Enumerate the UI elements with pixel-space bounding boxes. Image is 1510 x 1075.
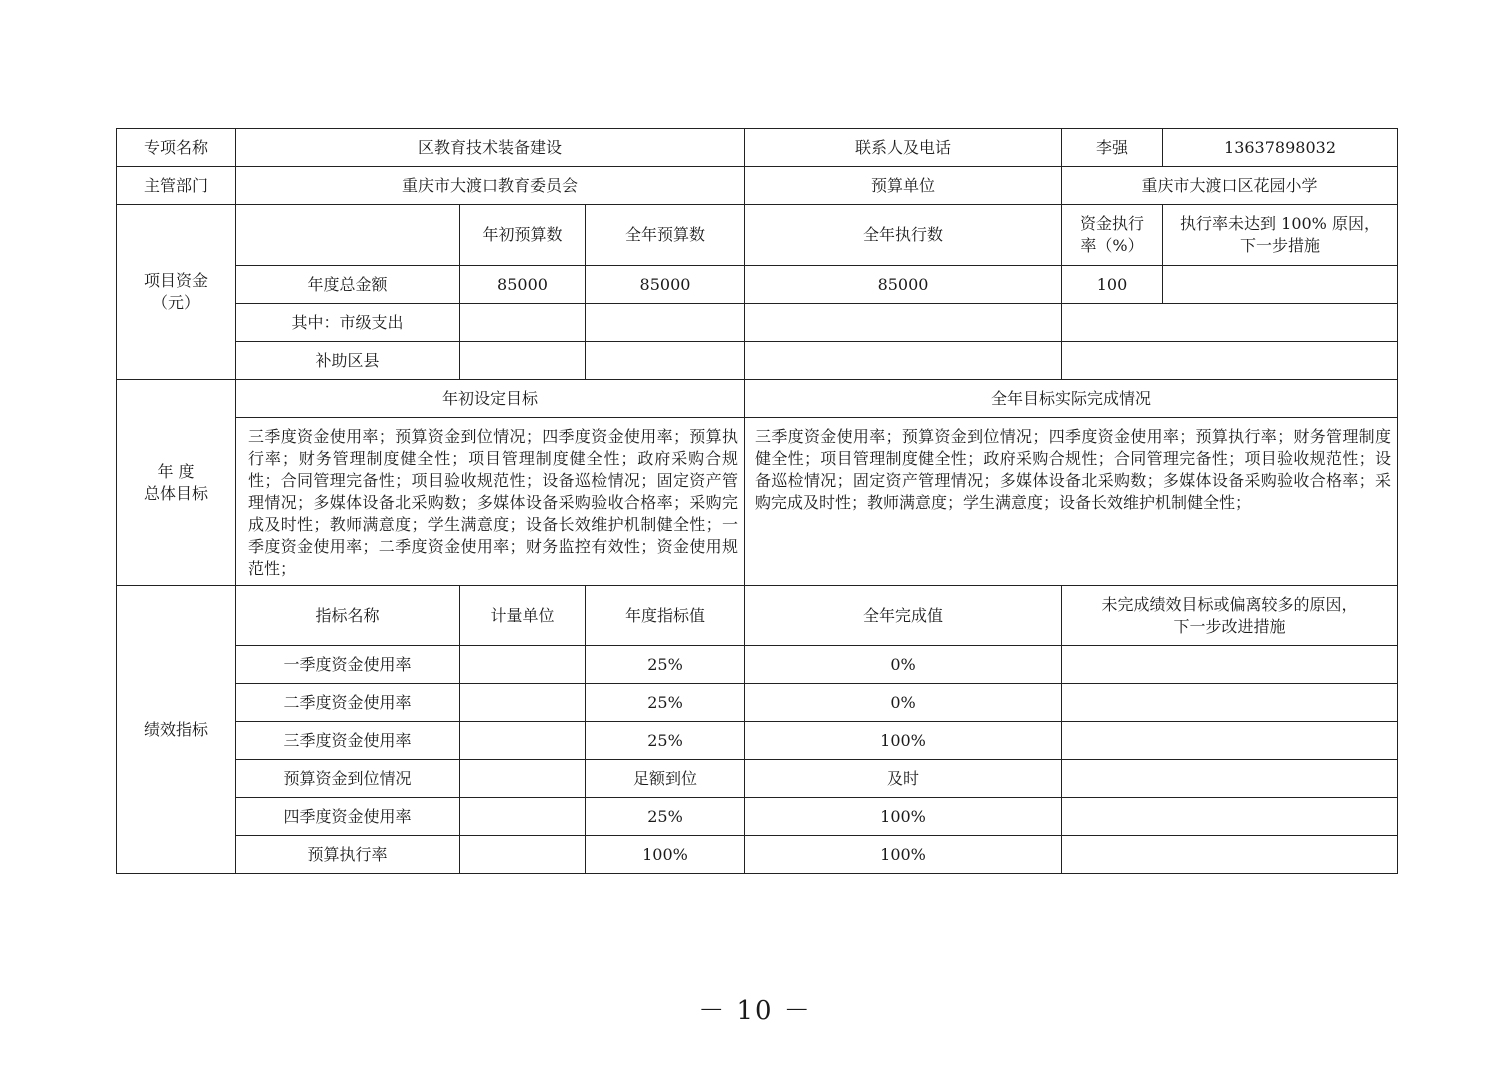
contact-phone: 13637898032	[1163, 129, 1398, 167]
funds-row-executed	[745, 304, 1062, 342]
funds-row-initial	[460, 342, 586, 380]
funds-row	[117, 342, 1398, 380]
perf-row-target: 足额到位	[586, 760, 745, 798]
project-name-label: 专项名称	[117, 129, 236, 167]
funds-row-executed: 85000	[745, 266, 1062, 304]
perf-row-actual: 100%	[745, 836, 1062, 874]
perf-row-unit	[460, 646, 586, 684]
funds-row-annual: 85000	[586, 266, 745, 304]
perf-col-actual: 全年完成值	[745, 586, 1062, 646]
perf-row-name: 一季度资金使用率	[236, 646, 460, 684]
perf-row-name: 预算资金到位情况	[236, 760, 460, 798]
perf-row-reason	[1062, 684, 1398, 722]
perf-col-name: 指标名称	[236, 586, 460, 646]
perf-row-actual: 0%	[745, 684, 1062, 722]
funds-col-executed: 全年执行数	[745, 205, 1062, 266]
goals-actual-header: 全年目标实际完成情况	[745, 380, 1398, 418]
perf-row	[117, 760, 1398, 798]
funds-row-annual	[586, 304, 745, 342]
funds-row-initial	[460, 304, 586, 342]
perf-row-unit	[460, 798, 586, 836]
goals-section-label: 年 度 总体目标	[117, 380, 236, 586]
funds-row-label: 补助区县	[236, 342, 460, 380]
funds-row-reason	[1163, 266, 1398, 304]
performance-section-label: 绩效指标	[117, 586, 236, 874]
project-name-value: 区教育技术装备建设	[236, 129, 745, 167]
funds-row-executed	[745, 342, 1062, 380]
perf-row-actual: 及时	[745, 760, 1062, 798]
funds-col-reason: 执行率未达到 100% 原因， 下一步措施	[1163, 205, 1398, 266]
perf-row	[117, 836, 1398, 874]
perf-row-actual: 100%	[745, 722, 1062, 760]
perf-row-reason	[1062, 760, 1398, 798]
perf-row-unit	[460, 760, 586, 798]
perf-row-reason	[1062, 722, 1398, 760]
funds-row-rate: 100	[1062, 266, 1163, 304]
performance-report-table	[116, 128, 1398, 874]
perf-row-target: 100%	[586, 836, 745, 874]
perf-row-reason	[1062, 646, 1398, 684]
funds-col-annual: 全年预算数	[586, 205, 745, 266]
perf-row-name: 二季度资金使用率	[236, 684, 460, 722]
perf-col-unit: 计量单位	[460, 586, 586, 646]
perf-row	[117, 684, 1398, 722]
funds-section-label: 项目资金 （元）	[117, 205, 236, 380]
goals-actual-text: 三季度资金使用率；预算资金到位情况；四季度资金使用率；预算执行率；财务管理制度健全性；项目管理制度健全性；政府采购合规性；合同管理完备性；项目验收规范性；设备巡检情况；固定资产管理情况；多媒体设备北采购数；多媒体设备采购验收合格率；采购完成及时性；教师满意度；学生满意度；设备长效维护机制健全性；	[745, 418, 1398, 586]
perf-row-actual: 100%	[745, 798, 1062, 836]
perf-row-name: 预算执行率	[236, 836, 460, 874]
funds-col-initial: 年初预算数	[460, 205, 586, 266]
funds-row-label: 年度总金额	[236, 266, 460, 304]
perf-col-target: 年度指标值	[586, 586, 745, 646]
perf-row	[117, 722, 1398, 760]
dept-label: 主管部门	[117, 167, 236, 205]
budget-unit-label: 预算单位	[745, 167, 1062, 205]
perf-row-reason	[1062, 836, 1398, 874]
perf-row-target: 25%	[586, 798, 745, 836]
funds-row-rate-reason	[1062, 342, 1398, 380]
funds-row-label: 其中：市级支出	[236, 304, 460, 342]
goals-planned-header: 年初设定目标	[236, 380, 745, 418]
funds-row	[117, 266, 1398, 304]
perf-row-unit	[460, 684, 586, 722]
goals-planned-text: 三季度资金使用率；预算资金到位情况；四季度资金使用率；预算执行率；财务管理制度健全性；项目管理制度健全性；政府采购合规性；合同管理完备性；项目验收规范性；设备巡检情况；固定资产管理情况；多媒体设备北采购数；多媒体设备采购验收合格率；采购完成及时性；教师满意度；学生满意度；设备长效维护机制健全性；一季度资金使用率；二季度资金使用率；财务监控有效性；资金使用规范性；	[236, 418, 745, 586]
funds-row-rate-reason	[1062, 304, 1398, 342]
perf-row	[117, 646, 1398, 684]
contact-label: 联系人及电话	[745, 129, 1062, 167]
perf-row-name: 四季度资金使用率	[236, 798, 460, 836]
funds-header-blank	[236, 205, 460, 266]
contact-name: 李强	[1062, 129, 1163, 167]
perf-col-reason: 未完成绩效目标或偏离较多的原因， 下一步改进措施	[1062, 586, 1398, 646]
perf-row-unit	[460, 836, 586, 874]
perf-row-reason	[1062, 798, 1398, 836]
perf-row	[117, 798, 1398, 836]
perf-row-name: 三季度资金使用率	[236, 722, 460, 760]
funds-row-initial: 85000	[460, 266, 586, 304]
funds-row	[117, 304, 1398, 342]
perf-row-actual: 0%	[745, 646, 1062, 684]
perf-row-unit	[460, 722, 586, 760]
perf-row-target: 25%	[586, 646, 745, 684]
perf-row-target: 25%	[586, 722, 745, 760]
funds-col-rate: 资金执行 率（%）	[1062, 205, 1163, 266]
funds-row-annual	[586, 342, 745, 380]
page-number: － 10 －	[698, 996, 812, 1026]
dept-value: 重庆市大渡口教育委员会	[236, 167, 745, 205]
budget-unit-value: 重庆市大渡口区花园小学	[1062, 167, 1398, 205]
perf-row-target: 25%	[586, 684, 745, 722]
